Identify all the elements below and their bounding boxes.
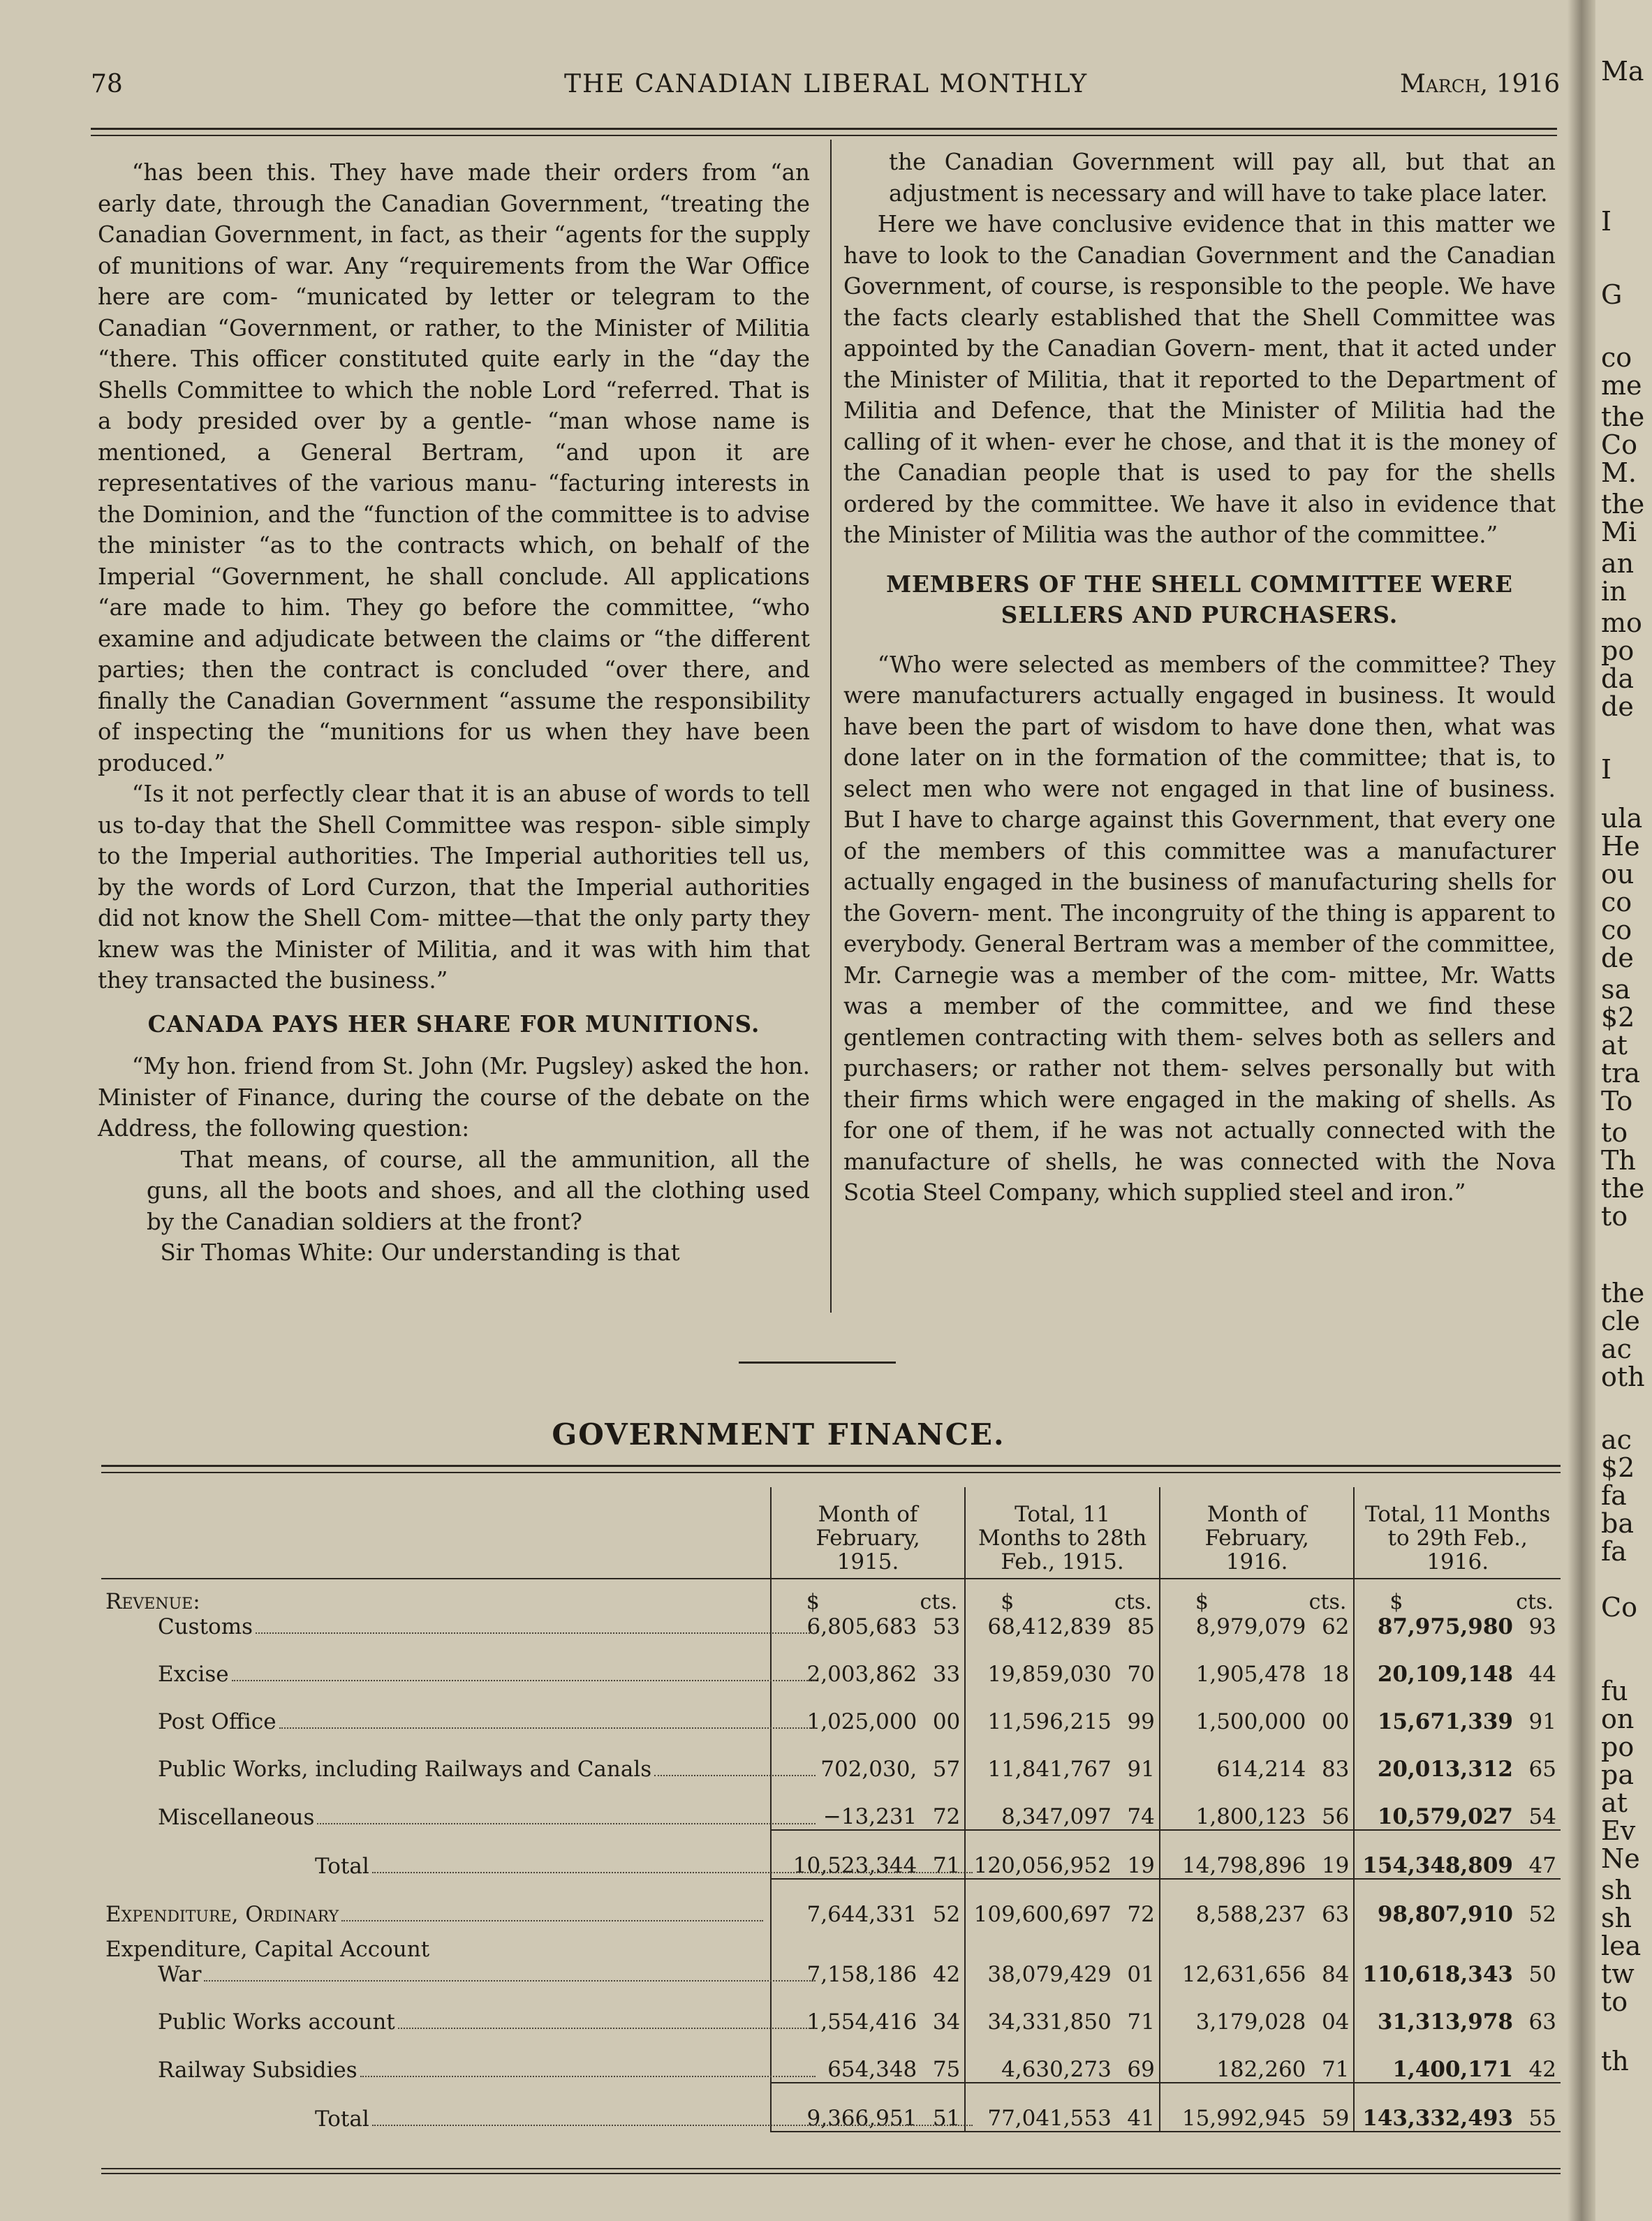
cents-label: cts. [1114, 1590, 1152, 1614]
row-label-text: Railway Subsidies [158, 2058, 357, 2083]
finance-cell [965, 1830, 1160, 1879]
adjacent-page-fragment: da [1601, 663, 1634, 694]
adjacent-page-edge [1595, 0, 1652, 2221]
book-gutter [1568, 0, 1595, 2221]
dollar-value: 14,798,896 [1181, 1853, 1306, 1878]
adjacent-page-fragment: Ne [1601, 1843, 1640, 1874]
dollar-value: 11,841,767 [987, 1757, 1112, 1782]
finance-row-label [101, 1687, 771, 1734]
finance-row [101, 1879, 1561, 1927]
finance-cell [1354, 1579, 1561, 1639]
adjacent-page-fragment: He [1601, 831, 1640, 862]
leader-dots [398, 2028, 816, 2029]
dollar-value: 34,331,850 [987, 2009, 1112, 2035]
cents-value: 47 [1528, 1853, 1556, 1878]
col-header-total-1916: Total, 11 Months to 29th Feb., 1916. [1354, 1487, 1561, 1579]
adjacent-page-fragment: tra [1601, 1058, 1641, 1089]
adjacent-page-fragment: ula [1601, 803, 1643, 834]
col-header-feb-1916: Month of February, 1916. [1160, 1487, 1355, 1579]
cents-value: 63 [1321, 1902, 1350, 1927]
header-rule-top [91, 128, 1557, 130]
dollar-value: 19,859,030 [987, 1662, 1112, 1687]
row-label-text: War [158, 1962, 202, 1987]
finance-row-label [101, 1879, 771, 1927]
finance-row [101, 1782, 1561, 1830]
finance-row [101, 2035, 1561, 2083]
row-label-text: Public Works account [158, 2009, 395, 2035]
dollar-value: 20,013,312 [1377, 1757, 1513, 1782]
row-label-text: Customs [158, 1614, 253, 1639]
finance-cell [1160, 1927, 1355, 1987]
dollar-value: 20,109,148 [1377, 1662, 1513, 1687]
cents-value: 41 [1127, 2106, 1155, 2131]
adjacent-page-fragment: To [1601, 1086, 1633, 1116]
finance-cell [1160, 1734, 1355, 1782]
dollar-sign: $ [1389, 1590, 1403, 1614]
adjacent-page-fragment: I [1601, 754, 1612, 785]
adjacent-page-fragment: sa [1601, 974, 1631, 1005]
dollar-value: 87,975,980 [1377, 1614, 1513, 1639]
adjacent-page-fragment: th [1601, 2046, 1629, 2076]
cents-value: 42 [1528, 2057, 1556, 2082]
finance-cell [1160, 1782, 1355, 1830]
finance-cell [1160, 1687, 1355, 1734]
cents-value: 83 [1321, 1757, 1350, 1782]
adjacent-page-fragment: on [1601, 1704, 1635, 1734]
finance-cell [1354, 1639, 1561, 1687]
finance-cell [965, 2035, 1160, 2083]
dollar-value: 11,596,215 [987, 1709, 1112, 1734]
dollar-value: 143,332,493 [1362, 2106, 1513, 2131]
cents-value: 00 [932, 1709, 961, 1734]
cents-value: 91 [1127, 1757, 1155, 1782]
dollar-value: 654,348 [827, 2057, 917, 2082]
cents-value: 74 [1127, 1804, 1155, 1829]
finance-cell [965, 2083, 1160, 2132]
dollar-value: 702,030, [820, 1757, 917, 1782]
finance-cell [1160, 2083, 1355, 2132]
finance-row [101, 1579, 1561, 1639]
cents-value: 34 [932, 2009, 961, 2035]
adjacent-page-fragment: the [1601, 1173, 1645, 1204]
dollar-value: 9,366,951 [806, 2106, 917, 2131]
adjacent-page-fragment: G [1601, 279, 1623, 310]
leader-dots [341, 1920, 763, 1921]
finance-cell [1160, 1579, 1355, 1639]
dollar-value: 1,554,416 [806, 2009, 917, 2035]
adjacent-page-fragment: fu [1601, 1676, 1628, 1706]
finance-row [101, 1830, 1561, 1879]
cents-value: 01 [1127, 1962, 1155, 1987]
adjacent-page-fragment: tw [1601, 1958, 1635, 1989]
adjacent-page-fragment: Co [1601, 1592, 1637, 1623]
dollar-value: 1,400,171 [1392, 2057, 1513, 2082]
finance-cell [1160, 1879, 1355, 1927]
adjacent-page-fragment: fa [1601, 1536, 1627, 1567]
dollar-value: 15,992,945 [1181, 2106, 1306, 2131]
dollar-value: 8,979,079 [1195, 1614, 1306, 1639]
cents-value: 72 [1127, 1902, 1155, 1927]
dollar-value: 109,600,697 [973, 1902, 1112, 1927]
revenue-label: Revenue: [105, 1589, 200, 1614]
finance-row [101, 2083, 1561, 2132]
adjacent-page-fragment: to [1601, 1117, 1628, 1148]
leader-dots [360, 2076, 816, 2077]
section-heading-members: MEMBERS OF THE SHELL COMMITTEE WERE SELLERS AND PURCHASERS. [886, 570, 1513, 628]
cents-value: 18 [1321, 1662, 1350, 1687]
adjacent-page-fragment: the [1601, 489, 1645, 519]
cents-value: 52 [932, 1902, 961, 1927]
cents-value: 55 [1528, 2106, 1556, 2131]
section-heading-canada-pays: CANADA PAYS HER SHARE FOR MUNITIONS. [147, 1010, 760, 1038]
adjacent-page-fragment: de [1601, 943, 1634, 973]
adjacent-page-fragment: mo [1601, 607, 1642, 638]
row-label-text: Total [315, 2106, 369, 2132]
finance-cell [965, 1687, 1160, 1734]
left-paragraph-1: “has been this. They have made their orders from “an early date, through the Canadian Government, “treating the Canadian Government, in fact, as their “agents for the supply of munitions of war. Any “requirements from the War Office here are com- “municated by letter or telegram to the Canadian “Government, or rather, to the Minister of Militia “there. This officer constituted quite early in the “day the Shells Committee to which the noble Lord “referred. That is a body presided over by a gentle- “man whose name is mentioned, a General Bertram, “and upon it are representatives of the various manu- “facturing interests in the Dominion, and the “function of the committee is to advise the minister “as to the contracts which, on behalf of the Imperial “Government, he shall conclude. All applications “are made to him. They go before the committee, “who examine and adjudicate between the claims or “the different parties; then the contract is concluded “over there, and finally the Canadian Government “assume the responsibility of inspecting the “munitions for us when they have been produced.” [98, 159, 810, 776]
adjacent-page-fragment: sh [1601, 1903, 1632, 1933]
finance-row [101, 1927, 1561, 1987]
cents-value: 99 [1127, 1709, 1155, 1734]
finance-row [101, 1639, 1561, 1687]
cents-value: 44 [1528, 1662, 1556, 1687]
cents-label: cts. [1308, 1590, 1347, 1614]
finance-cell [1160, 2035, 1355, 2083]
dollar-value: 15,671,339 [1377, 1709, 1513, 1734]
left-paragraph-2: “Is it not perfectly clear that it is an abuse of words to tell us to-day that the Shell Committee was respon- sible simply to the Imperial authorities. The Imperial authorities tell us, by the words of Lord Curzon, that the Imperial authorities did not know the Shell Com- mittee—that the only party they knew was the Minister of Militia, and it was with him that they transacted the business.” [98, 781, 810, 994]
cents-value: 63 [1528, 2009, 1556, 2035]
dollar-value: 12,631,656 [1181, 1962, 1306, 1987]
finance-cell [1160, 1639, 1355, 1687]
adjacent-page-fragment: in [1601, 576, 1627, 607]
row-label-text: Public Works, including Railways and Canals [158, 1757, 652, 1782]
finance-cell [965, 1639, 1160, 1687]
adjacent-page-fragment: $2 [1601, 1002, 1635, 1033]
cents-value: 19 [1321, 1853, 1350, 1878]
finance-row-label [101, 1830, 771, 1879]
finance-cell [1354, 1987, 1561, 2035]
adjacent-page-fragment: co [1601, 342, 1632, 373]
dollar-value: 2,003,862 [806, 1662, 917, 1687]
issue-date: March, 1916 [1400, 70, 1561, 98]
finance-cell [1354, 1734, 1561, 1782]
adjacent-page-fragment: pa [1601, 1759, 1634, 1790]
cents-value: 53 [932, 1614, 961, 1639]
finance-cell [965, 1734, 1160, 1782]
cents-value: 91 [1528, 1709, 1556, 1734]
cents-value: 04 [1321, 2009, 1350, 2035]
left-paragraph-4: Sir Thomas White: Our understanding is that [160, 1239, 680, 1266]
right-paragraph-2: Here we have conclusive evidence that in this matter we have to look to the Canadian Government and the Canadian Government, of course, is responsible to the people. We have the facts clearly established that the Shell Committee was appointed by the Canadian Govern- ment, that it acted under the Minister of Militia, that it reported to the Department of Militia and Defence, that the Minister of Militia had the calling of it when- ever he chose, and that it is the money of the Canadian people that is used to pay for the shells ordered by the committee. We have it also in evidence that the Minister of Militia was the author of the committee.” [843, 211, 1556, 548]
dollar-value: 68,412,839 [987, 1614, 1112, 1639]
dollar-sign: $ [1001, 1590, 1015, 1614]
cents-value: 71 [1321, 2057, 1350, 2082]
row-label-text: Miscellaneous [158, 1805, 315, 1830]
adjacent-page-fragment: Ev [1601, 1815, 1636, 1846]
finance-row-label [101, 1782, 771, 1830]
adjacent-page-fragment: ac [1601, 1424, 1632, 1455]
cents-value: 57 [932, 1757, 961, 1782]
finance-cell [1354, 1879, 1561, 1927]
section-separator [739, 1362, 896, 1364]
page-number: 78 [91, 70, 123, 98]
cents-value: 93 [1528, 1614, 1556, 1639]
cents-value: 84 [1321, 1962, 1350, 1987]
finance-cell [1160, 1987, 1355, 2035]
cents-value: 51 [932, 2106, 961, 2131]
dollar-value: 182,260 [1216, 2057, 1306, 2082]
cents-value: 54 [1528, 1804, 1556, 1829]
finance-row-label [101, 1734, 771, 1782]
finance-rule-second [101, 1472, 1561, 1473]
finance-title: GOVERNMENT FINANCE. [552, 1417, 1005, 1452]
adjacent-page-fragment: fa [1601, 1480, 1627, 1511]
dollar-value: 38,079,429 [987, 1962, 1112, 1987]
finance-row-label [101, 1987, 771, 2035]
adjacent-page-fragment: Th [1601, 1145, 1636, 1176]
row-label-text: Expenditure, Ordinary [105, 1902, 339, 1927]
leader-dots [256, 1632, 816, 1634]
leader-dots [372, 1872, 973, 1873]
finance-row-label [101, 1579, 771, 1639]
adjacent-page-fragment: to [1601, 1986, 1628, 2017]
finance-row-label [101, 1639, 771, 1687]
adjacent-page-fragment: sh [1601, 1875, 1632, 1905]
row-label-text: Excise [158, 1662, 229, 1687]
magazine-title: THE CANADIAN LIBERAL MONTHLY [564, 70, 1089, 98]
cents-value: 52 [1528, 1902, 1556, 1927]
adjacent-page-fragment: po [1601, 1732, 1635, 1762]
cents-value: 59 [1321, 2106, 1350, 2131]
leader-dots [279, 1727, 816, 1729]
cents-value: 70 [1127, 1662, 1155, 1687]
finance-cell [1354, 2083, 1561, 2132]
right-paragraph-3: “Who were selected as members of the committee? They were manufacturers actually engaged in business. It would have been the part of wisdom to have done then, what was done later on in the formation of the committee; that is, to select men who were not engaged in that line of business. But I have to charge against this Government, that every one of the members of this committee was a manufacturer actually engaged in the business of manufacturing shells for the Govern- ment. The incongruity of the thing is apparent to everybody. General Bertram was a member of the committee, Mr. Carnegie was a member of the com- mittee, Mr. Watts was a member of the committee, and we find these gentlemen contracting with them- selves both as sellers and purchasers; or rather not them- selves personally but with their firms which were engaged in the making of shells. As for one of them, if he was not actually connected with the manufacture of shells, he was connected with the Nova Scotia Steel Company, which supplied steel and iron.” [843, 651, 1556, 1206]
finance-cell [771, 1879, 966, 1927]
dollar-value: 8,588,237 [1195, 1902, 1306, 1927]
row-label-text: Post Office [158, 1709, 276, 1734]
adjacent-page-fragment: the [1601, 1278, 1645, 1308]
adjacent-page-fragment: de [1601, 691, 1634, 722]
cents-value: 71 [932, 1853, 961, 1878]
left-paragraph-3: “My hon. friend from St. John (Mr. Pugsley) asked the hon. Minister of Finance, during the course of the debate on the Address, the following question: [98, 1053, 810, 1142]
leader-dots [232, 1680, 816, 1681]
adjacent-page-fragment: the [1601, 401, 1645, 432]
dollar-value: 7,158,186 [806, 1962, 917, 1987]
dollar-value: 614,214 [1216, 1757, 1306, 1782]
cents-label: cts. [1516, 1590, 1554, 1614]
adjacent-page-fragment: Co [1601, 429, 1637, 460]
dollar-value: 10,579,027 [1377, 1804, 1513, 1829]
header-rule-bottom [91, 135, 1557, 136]
cents-value: 72 [932, 1804, 961, 1829]
adjacent-page-fragment: Ma [1601, 56, 1644, 87]
cents-value: 00 [1321, 1709, 1350, 1734]
cents-value: 19 [1127, 1853, 1155, 1878]
dollar-value: 6,805,683 [806, 1614, 917, 1639]
adjacent-page-fragment: ou [1601, 859, 1635, 890]
adjacent-page-fragment: ac [1601, 1334, 1632, 1364]
cents-value: 33 [932, 1662, 961, 1687]
finance-cell [1354, 1687, 1561, 1734]
column-divider [830, 140, 832, 1313]
finance-cell [965, 1579, 1160, 1639]
adjacent-page-fragment: M. [1601, 457, 1637, 488]
dollar-value: 1,500,000 [1195, 1709, 1306, 1734]
adjacent-page-fragment: po [1601, 635, 1635, 666]
leader-dots [372, 2125, 973, 2126]
cents-value: 71 [1127, 2009, 1155, 2035]
cents-value: 62 [1321, 1614, 1350, 1639]
cents-value: 50 [1528, 1962, 1556, 1987]
cents-value: 42 [932, 1962, 961, 1987]
left-quote: That means, of course, all the ammunition, all the guns, all the boots and shoes, and all the clothing used by the Canadian soldiers at the front? [147, 1146, 810, 1235]
dollar-value: 7,644,331 [806, 1902, 917, 1927]
dollar-value: 1,905,478 [1195, 1662, 1306, 1687]
dollar-value: −13,231 [823, 1804, 917, 1829]
finance-rule-bottom [101, 2168, 1561, 2174]
adjacent-page-fragment: $2 [1601, 1452, 1635, 1483]
finance-cell [965, 1987, 1160, 2035]
dollar-value: 3,179,028 [1195, 2009, 1306, 2035]
dollar-value: 1,025,000 [806, 1709, 917, 1734]
finance-row-label [101, 1927, 771, 1987]
finance-cell [1354, 1782, 1561, 1830]
cents-value: 69 [1127, 2057, 1155, 2082]
left-column [98, 157, 810, 1269]
finance-cell [1354, 1927, 1561, 1987]
cents-value: 85 [1127, 1614, 1155, 1639]
adjacent-page-fragment: at [1601, 1030, 1628, 1061]
dollar-sign: $ [1195, 1590, 1209, 1614]
cents-label: cts. [920, 1590, 958, 1614]
adjacent-page-fragment: oth [1601, 1362, 1645, 1392]
cents-value: 56 [1321, 1804, 1350, 1829]
right-column [843, 147, 1556, 1209]
adjacent-page-fragment: cle [1601, 1306, 1640, 1336]
adjacent-page-fragment: me [1601, 370, 1642, 401]
leader-dots [204, 1980, 815, 1982]
finance-header-row [101, 1487, 1561, 1579]
dollar-value: 110,618,343 [1362, 1962, 1513, 1987]
finance-row-label [101, 2083, 771, 2132]
leader-dots [317, 1823, 815, 1824]
adjacent-page-fragment: I [1601, 206, 1612, 237]
finance-table [101, 1487, 1561, 2132]
adjacent-page-fragment: ba [1601, 1508, 1634, 1539]
finance-cell [1354, 2035, 1561, 2083]
finance-cell [965, 1782, 1160, 1830]
dollar-value: 8,347,097 [1001, 1804, 1112, 1829]
dollar-value: 1,800,123 [1195, 1804, 1306, 1829]
dollar-value: 77,041,553 [987, 2106, 1112, 2131]
adjacent-page-fragment: co [1601, 915, 1632, 945]
right-paragraph-1: the Canadian Government will pay all, but that an adjustment is necessary and will have to take place later. [889, 149, 1556, 207]
dollar-value: 154,348,809 [1362, 1853, 1513, 1878]
dollar-value: 4,630,273 [1001, 2057, 1112, 2082]
finance-row [101, 1734, 1561, 1782]
col-header-total-1915: Total, 11 Months to 28th Feb., 1915. [965, 1487, 1160, 1579]
adjacent-page-fragment: to [1601, 1201, 1628, 1232]
cents-value: 65 [1528, 1757, 1556, 1782]
finance-row [101, 1687, 1561, 1734]
dollar-value: 31,313,978 [1377, 2009, 1513, 2035]
finance-cell [1354, 1830, 1561, 1879]
finance-header-label [101, 1487, 771, 1579]
row-label-text: Total [315, 1854, 369, 1879]
finance-row [101, 1987, 1561, 2035]
col-header-feb-1915: Month of February, 1915. [771, 1487, 966, 1579]
adjacent-page-fragment: at [1601, 1787, 1628, 1818]
dollar-value: 10,523,344 [792, 1853, 917, 1878]
dollar-sign: $ [806, 1590, 820, 1614]
finance-row-label [101, 2035, 771, 2083]
finance-cell [1160, 1830, 1355, 1879]
dollar-value: 98,807,910 [1377, 1902, 1513, 1927]
adjacent-page-fragment: Mi [1601, 517, 1637, 547]
adjacent-page-fragment: an [1601, 548, 1635, 579]
expenditure-capital-label: Expenditure, Capital Account [105, 1937, 430, 1962]
adjacent-page-fragment: lea [1601, 1931, 1642, 1961]
finance-rule-top [101, 1465, 1561, 1467]
leader-dots [654, 1775, 816, 1776]
cents-value: 75 [932, 2057, 961, 2082]
dollar-value: 120,056,952 [973, 1853, 1112, 1878]
finance-cell [965, 1927, 1160, 1987]
finance-cell [965, 1879, 1160, 1927]
adjacent-page-fragment: co [1601, 887, 1632, 917]
